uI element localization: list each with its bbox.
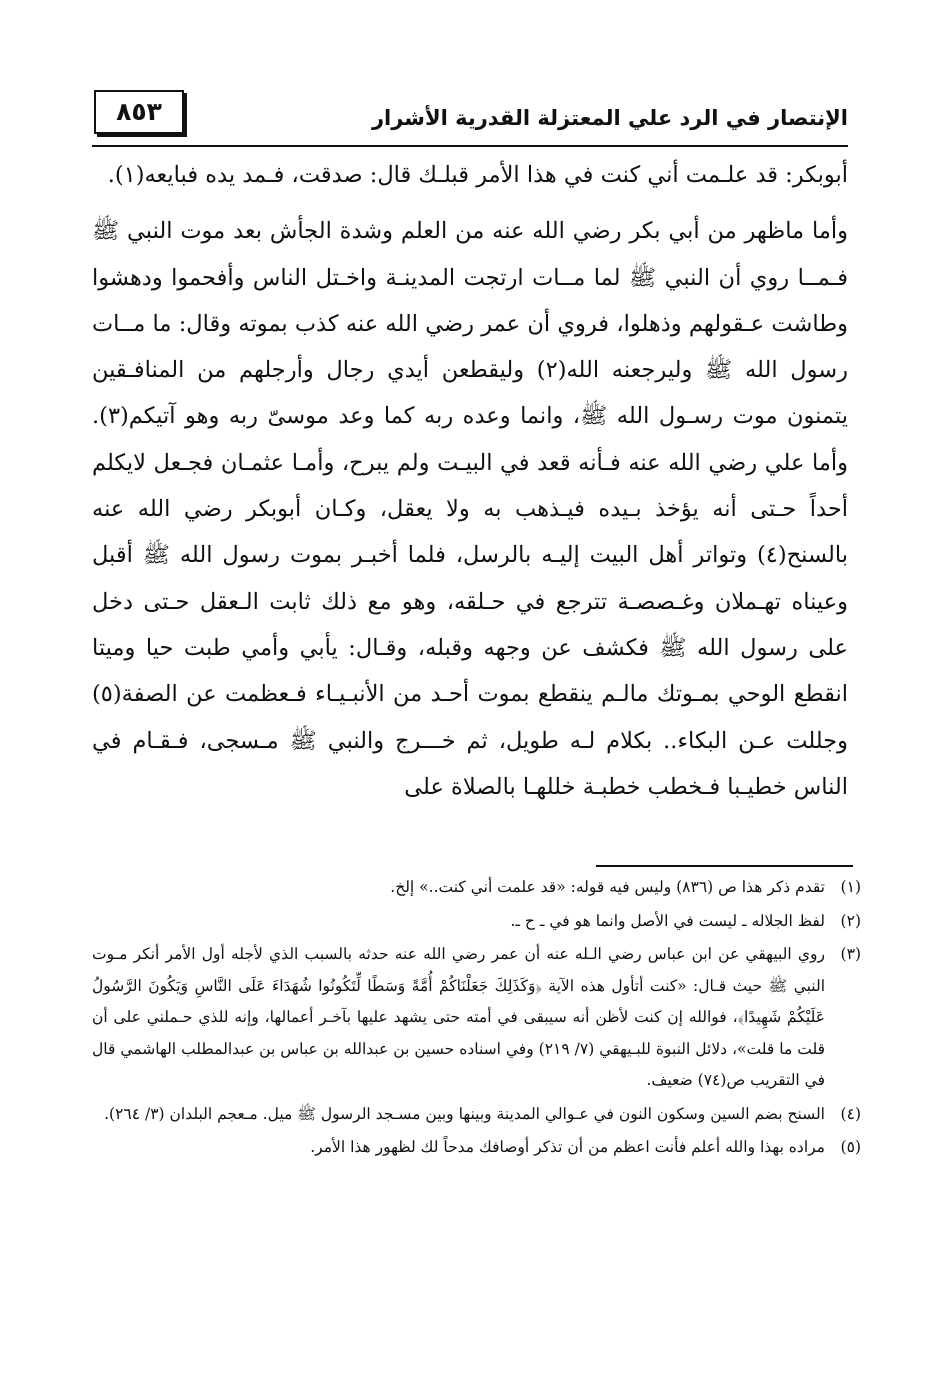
footnotes [92,872,861,1166]
running-header [92,86,848,138]
footnote-text: تقدم ذكر هذا ص (٨٣٦) وليس فيه قوله: «قد علمت أني كنت..» إلخ. [390,878,825,896]
paragraph: وأما ماظهر من أبي بكر رضي الله عنه من العلم وشدة الجأش بعد موت النبي ﷺ فـمــا روي أن النبي ﷺ لما مــات ارتجت المدينـة واخـتل الناس وأفحموا ودهشوا وطاشت عـقولهم وذهلوا، فروي أن عمر رضي الله عنه كذب بموته وقال: ما مــات رسول الله ﷺ وليرجعنه الله(٢) وليقطعن أيدي رجال وأرجلهم من المنافـقين يتمنون موت رسـول الله ﷺ، وانما وعده ربه كما وعد موسىّ ربه وهو آتيكم(٣). وأما علي رضي الله عنه فـأنه قعد في البيـت ولم يبرح، وأمـا عثمـان فجـعل لايكلم أحداً حـتى أنه يؤخذ بـيده فيـذهب به ولا يعقل، وكـان أبوبكر رضي الله عنه بالسنح(٤) وتواتر أهل البيت إليـه بالرسل، فلما أخبـر بموت رسول الله ﷺ أقبل وعيناه تهـملان وغـصصـة تترجع في حـلقه، وهو مع ذلك ثابت الـعقل حـتى دخل على رسول الله ﷺ فكشف عن وجهه وقبله، وقـال: يأبي وأمي طبت حيا وميتا انقطع الوحي بمـوتك مالـم ينقطع بموت أحـد من الأنبـيـاء فـعظمت عن الصفة(٥) وجللت عـن البكاء.. بكلام لـه طويل، ثم خـــرج والنبي ﷺ مـسجى، فـقـام في الناس خطيـبا فـخطب خطبـة خللهـا بالصلاة على [92,218,849,800]
footnote-text: روي البيهقي عن ابن عباس رضي الـله عنه أن عمر رضي الله عنه حدثه بالسبب الذي لأجله أول الأمر أنكر مـوت النبي ﷺ حيث قـال: «كنت أتأول هذه الآية ﴿وَكَذَلِكَ جَعَلْنَاكُمْ أُمَّةً وَسَطًا لِّتَكُونُوا شُهَدَاءَ عَلَى النَّاسِ وَيَكُونَ الرَّسُولُ عَلَيْكُمْ شَهِيدًا﴾، فوالله إن كنت لأظن أنه سيبقى في أمته حتى يشهد عليها بآخـر أعمالها، وإنه للذي حـملني على أن قلت ما قلت»، دلائل النبوة للبـيهقي (٧/ ٢١٩) وفي اسناده حسين بن عبدالله بن عباس بن عبدالمطلب الهاشمي قال في التقريب ص(٧٤) ضعيف. [92,945,825,1089]
footnote [92,1099,861,1131]
footnote-divider [596,865,853,867]
footnote [92,906,861,938]
footnote [92,1132,861,1164]
main-text [92,152,848,810]
footnote-text: مراده بهذا والله أعلم فأنت اعظم من أن تذكر أوصافك مدحاً لك لظهور هذا الأمر. [310,1138,825,1156]
footnote-number: (٣) [840,945,861,963]
page-number: ٨٥٣ [116,97,162,126]
footnote-number: (٤) [840,1104,861,1123]
footnote [92,939,861,1097]
running-title: الإنتصار في الرد علي المعتزلة القدرية الأشرار [371,106,848,130]
footnote-text: لفظ الجلاله ـ ليست في الأصل وانما هو في ـ ح ـ. [510,911,825,930]
footnote-number: (٥) [840,1138,861,1156]
page-number-box [94,90,184,134]
header-divider [92,145,848,147]
footnote-number: (١) [840,878,861,896]
footnote [92,872,861,904]
paragraph: أبوبكر: قد علـمت أني كنت في هذا الأمر قبلـك قال: صدقت، فـمد يده فبايعه(١). [107,162,848,188]
footnote-text: السنح بضم السين وسكون النون في عـوالي المدينة وبينها وبين مسـجد الرسول ﷺ ميل. مـعجم البلدان (٣/ ٢٦٤). [104,1104,825,1123]
footnote-number: (٢) [840,911,861,930]
